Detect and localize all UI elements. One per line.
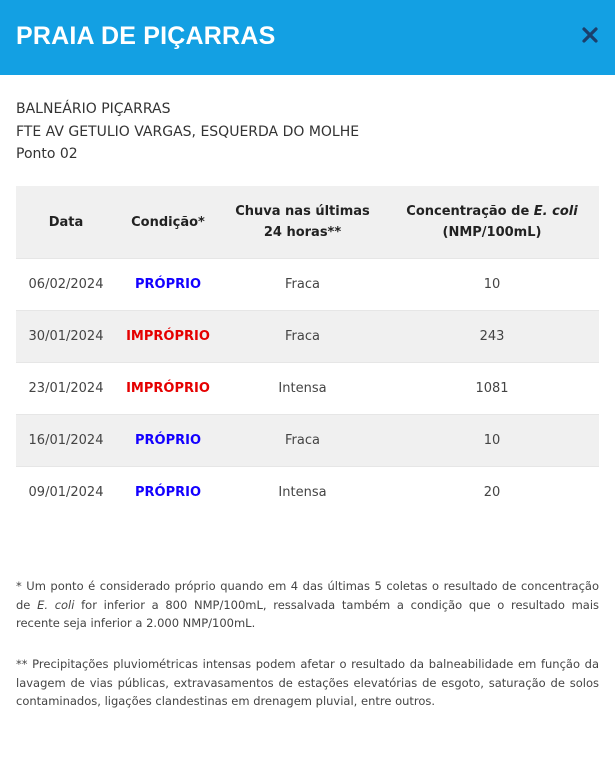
status-badge: PRÓPRIO <box>134 485 201 500</box>
row-concentration: 10 <box>385 415 599 467</box>
results-table <box>16 186 599 518</box>
table-row <box>16 311 599 363</box>
row-date: 06/02/2024 <box>16 259 116 311</box>
beach-title: PRAIA DE PIÇARRAS <box>16 22 276 50</box>
row-date: 23/01/2024 <box>16 363 116 415</box>
header-rain-line1: Chuva nas últimas <box>235 204 370 219</box>
header-date: Data <box>16 186 116 259</box>
status-badge: IMPRÓPRIO <box>126 381 210 396</box>
footnote1-text-end: for inferior a 800 NMP/100mL, ressalvada também a condição que o resultado mais recente seja inferior a 2.000 NMP/100mL. <box>16 597 600 630</box>
row-rain: Intensa <box>220 363 385 415</box>
footnote1-italic: E. coli <box>37 597 75 612</box>
row-concentration: 20 <box>385 467 599 519</box>
header-concentration <box>385 186 599 259</box>
header-rain-line2: 24 horas** <box>263 225 342 240</box>
header-conc-unit: (NMP/100mL) <box>442 225 542 240</box>
footnote-rain: ** Precipitações pluviométricas intensas podem afetar o resultado da balneabilidade em função da lavagem de vias públicas, extravasamentos de estações elevatórias de esgoto, saturação de solos contaminados, ligações clandestinas em drenagem pluvial, entre outros. <box>16 657 599 708</box>
row-condition <box>116 467 220 519</box>
point-label: Ponto 02 <box>16 146 78 162</box>
status-badge: PRÓPRIO <box>134 277 201 292</box>
row-concentration: 243 <box>385 311 599 363</box>
row-rain: Intensa <box>220 467 385 519</box>
row-date: 16/01/2024 <box>16 415 116 467</box>
row-date: 09/01/2024 <box>16 467 116 519</box>
row-condition <box>116 259 220 311</box>
header-rain <box>220 186 385 259</box>
header-condition: Condição* <box>116 186 220 259</box>
location-info <box>16 98 359 166</box>
row-condition <box>116 311 220 363</box>
row-condition <box>116 363 220 415</box>
table-header-row <box>16 186 599 259</box>
row-rain: Fraca <box>220 259 385 311</box>
collection-address: FTE AV GETULIO VARGAS, ESQUERDA DO MOLHE <box>16 123 360 140</box>
footnote1-text-start: * Um ponto é considerado próprio quando em 4 das últimas 5 coletas o resultado de concentração de <box>16 579 599 612</box>
footnote-condition <box>16 577 599 633</box>
close-button[interactable] <box>579 22 601 48</box>
row-condition <box>116 415 220 467</box>
row-date: 30/01/2024 <box>16 311 116 363</box>
table-row <box>16 467 599 519</box>
row-rain: Fraca <box>220 415 385 467</box>
status-badge: IMPRÓPRIO <box>126 329 210 344</box>
table-row <box>16 363 599 415</box>
close-icon <box>579 22 601 48</box>
row-concentration: 10 <box>385 259 599 311</box>
status-badge: PRÓPRIO <box>134 433 201 448</box>
row-concentration: 1081 <box>385 363 599 415</box>
table-row <box>16 259 599 311</box>
municipality-name: BALNEÁRIO PIÇARRAS <box>16 101 171 117</box>
header-conc-prefix: Concentração de <box>406 204 534 219</box>
modal-header <box>0 0 615 75</box>
header-conc-italic: E. coli <box>533 204 578 219</box>
table-row <box>16 415 599 467</box>
row-rain: Fraca <box>220 311 385 363</box>
